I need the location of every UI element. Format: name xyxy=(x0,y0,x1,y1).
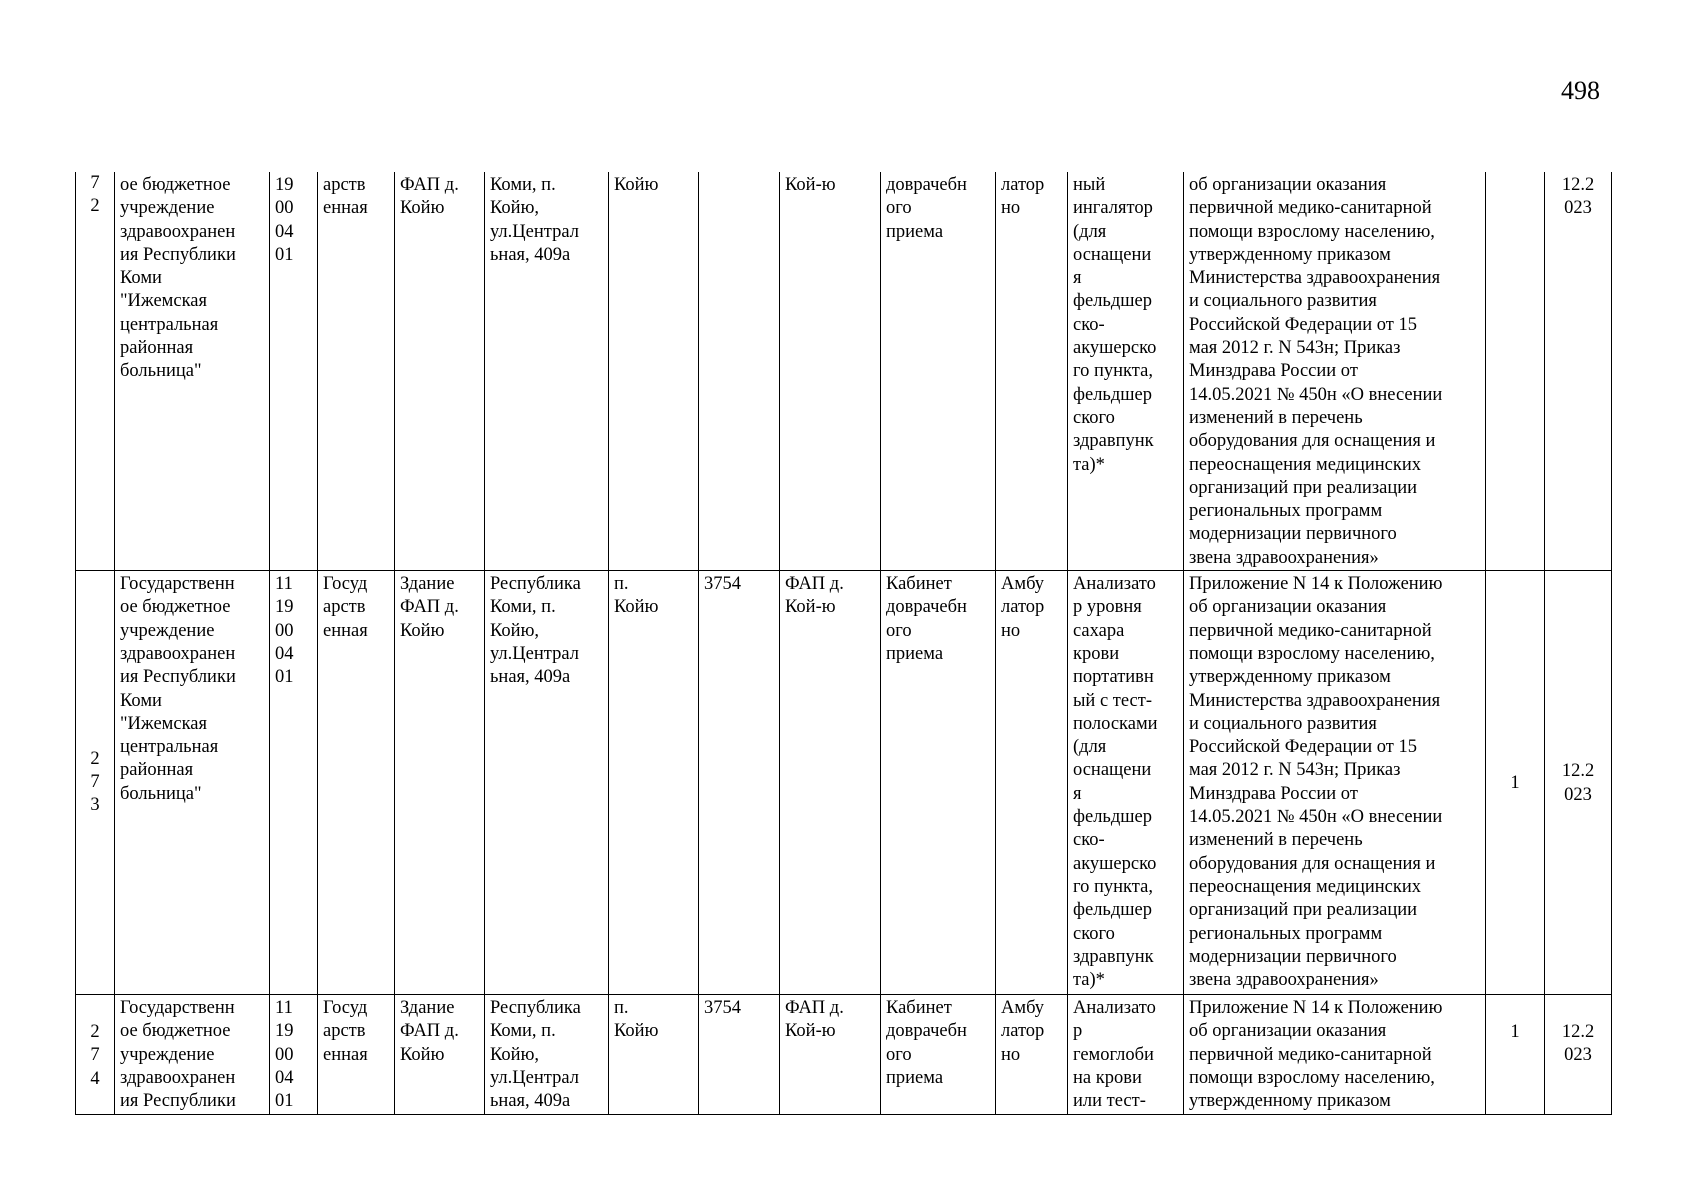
building-cell: Здание ФАП д. Койю xyxy=(395,571,485,995)
organization-cell: ое бюджетное учреждение здравоохранен ия Республики Коми "Ижемская центральная районная больница" xyxy=(115,172,270,571)
code-cell: 11 19 00 04 01 xyxy=(270,995,318,1114)
date-cell: 12.2 023 xyxy=(1545,995,1612,1114)
date-cell: 12.2 023 xyxy=(1545,172,1612,571)
row-number-cell: 2 7 3 xyxy=(76,571,115,995)
table-row xyxy=(76,995,1612,1114)
address-cell: Коми, п. Койю, ул.Централ ьная, 409а xyxy=(485,172,609,571)
table-row xyxy=(76,571,1612,995)
code-cell: 19 00 04 01 xyxy=(270,172,318,571)
quantity-cell xyxy=(1486,172,1545,571)
room-cell: Кабинет доврачебн ого приема xyxy=(881,571,996,995)
ownership-cell: Госуд арств енная xyxy=(318,995,395,1114)
quantity-cell: 1 xyxy=(1486,995,1545,1114)
row-number-cell: 7 2 xyxy=(76,172,115,571)
basis-cell: об организации оказания первичной медико-санитарной помощи взрослому населению, утвержденному приказом Министерства здравоохранения и социального развития Российской Федерации от 15 мая 2012 г. N 543н; Приказ Минздрава России от 14.05.2021 № 450н «О внесении изменений в перечень оборудования для оснащения и переоснащения медицинских организаций при реализации региональных программ модернизации первичного звена здравоохранения» xyxy=(1184,172,1486,571)
index-cell: 3754 xyxy=(699,995,780,1114)
equipment-cell: Анализато р гемоглоби на крови или тест- xyxy=(1068,995,1184,1114)
building-cell: Здание ФАП д. Койю xyxy=(395,995,485,1114)
basis-cell: Приложение N 14 к Положению об организации оказания первичной медико-санитарной помощи взрослому населению, утвержденному приказом xyxy=(1184,995,1486,1114)
index-cell xyxy=(699,172,780,571)
row-number-cell: 2 7 4 xyxy=(76,995,115,1114)
care-type-cell: Амбу латор но xyxy=(996,571,1068,995)
building-cell: ФАП д. Койю xyxy=(395,172,485,571)
code-cell: 11 19 00 04 01 xyxy=(270,571,318,995)
locality-cell: п. Койю xyxy=(609,571,699,995)
care-type-cell: Амбу латор но xyxy=(996,995,1068,1114)
unit-cell: ФАП д. Кой-ю xyxy=(780,571,881,995)
basis-cell: Приложение N 14 к Положению об организации оказания первичной медико-санитарной помощи взрослому населению, утвержденному приказом Министерства здравоохранения и социального развития Российской Федерации от 15 мая 2012 г. N 543н; Приказ Минздрава России от 14.05.2021 № 450н «О внесении изменений в перечень оборудования для оснащения и переоснащения медицинских организаций при реализации региональных программ модернизации первичного звена здравоохранения» xyxy=(1184,571,1486,995)
table-row xyxy=(76,172,1612,571)
equipment-table xyxy=(75,172,1612,1115)
unit-cell: ФАП д. Кой-ю xyxy=(780,995,881,1114)
care-type-cell: латор но xyxy=(996,172,1068,571)
quantity-cell: 1 xyxy=(1486,571,1545,995)
ownership-cell: арств енная xyxy=(318,172,395,571)
address-cell: Республика Коми, п. Койю, ул.Централ ьная, 409а xyxy=(485,995,609,1114)
address-cell: Республика Коми, п. Койю, ул.Централ ьная, 409а xyxy=(485,571,609,995)
organization-cell: Государственн ое бюджетное учреждение здравоохранен ия Республики Коми "Ижемская центральная районная больница" xyxy=(115,571,270,995)
index-cell: 3754 xyxy=(699,571,780,995)
date-cell: 12.2 023 xyxy=(1545,571,1612,995)
unit-cell: Кой-ю xyxy=(780,172,881,571)
page-number: 498 xyxy=(1561,76,1600,105)
equipment-cell: ный ингалятор (для оснащени я фельдшер ско- акушерско го пункта, фельдшер ского здравпунк та)* xyxy=(1068,172,1184,571)
room-cell: доврачебн ого приема xyxy=(881,172,996,571)
organization-cell: Государственн ое бюджетное учреждение здравоохранен ия Республики xyxy=(115,995,270,1114)
room-cell: Кабинет доврачебн ого приема xyxy=(881,995,996,1114)
ownership-cell: Госуд арств енная xyxy=(318,571,395,995)
locality-cell: п. Койю xyxy=(609,995,699,1114)
locality-cell: Койю xyxy=(609,172,699,571)
equipment-cell: Анализато р уровня сахара крови портативн ый с тест- полосками (для оснащени я фельдшер ско- акушерско го пункта, фельдшер ского здравпунк та)* xyxy=(1068,571,1184,995)
